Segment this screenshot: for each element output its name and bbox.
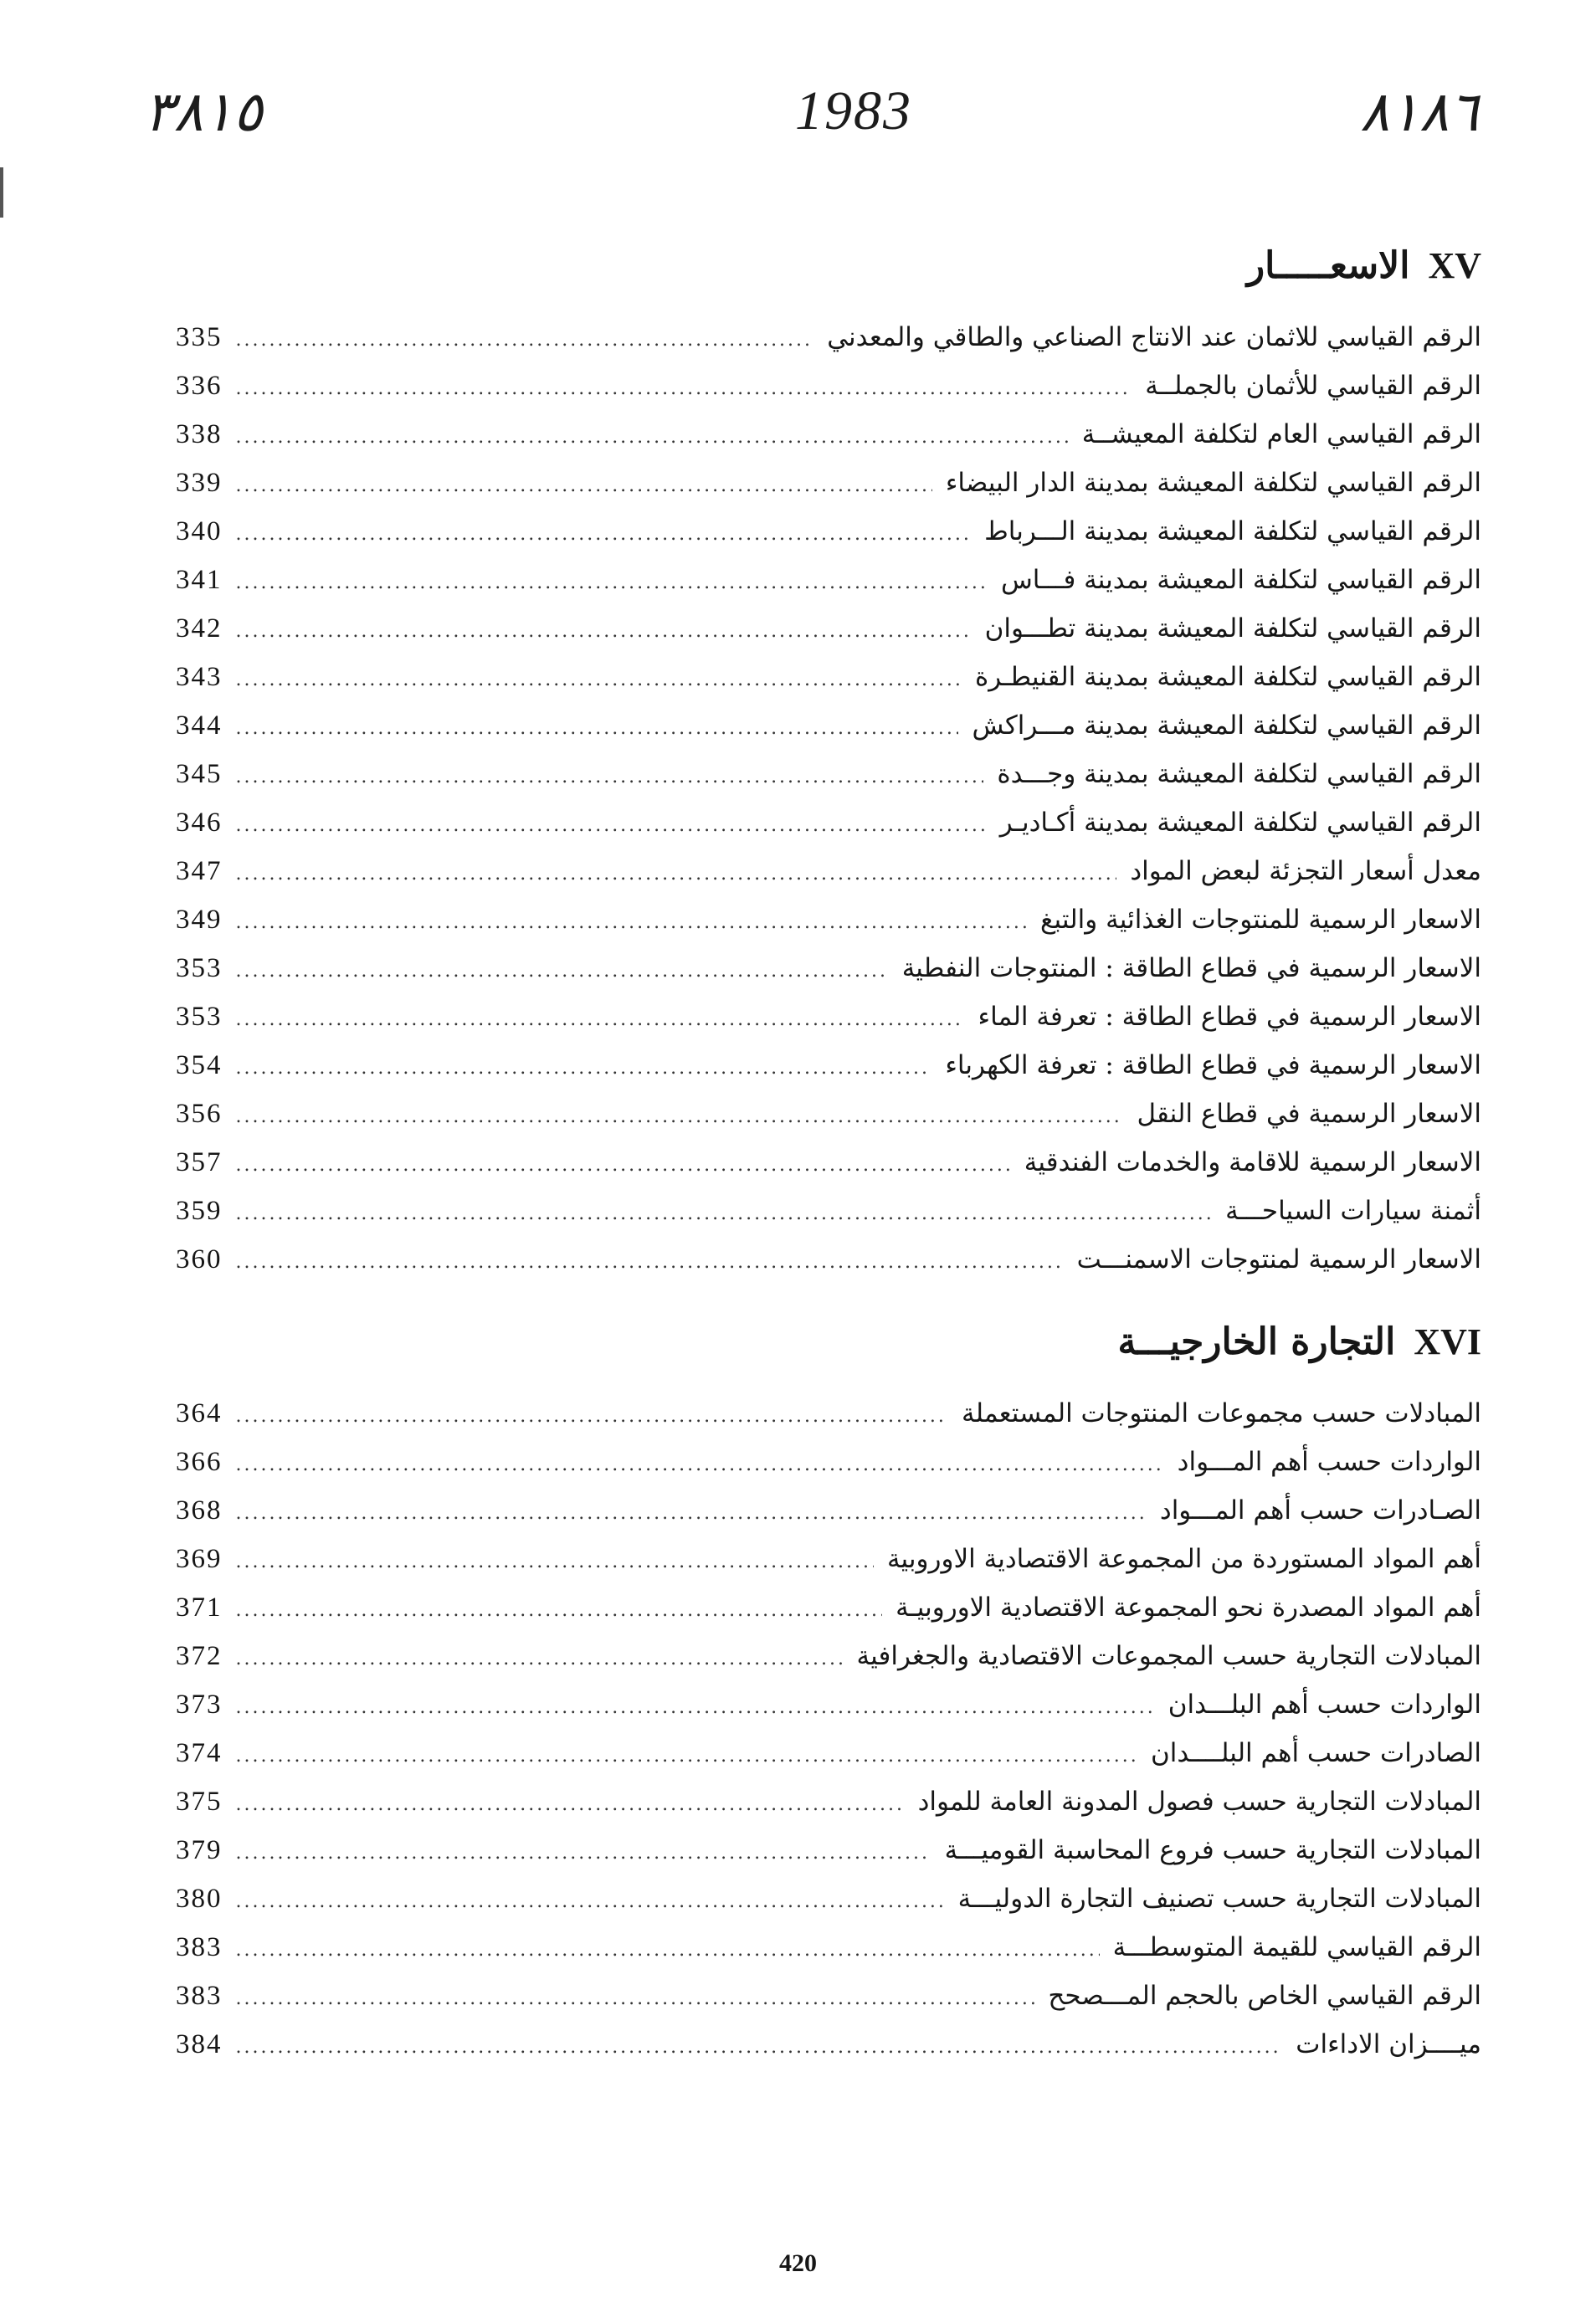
toc-entry: [176, 1235, 1481, 1284]
toc-entry-page: 341: [176, 565, 223, 595]
toc-entry: [176, 701, 1481, 750]
dot-leader: [236, 1490, 1147, 1538]
toc-entry: [176, 313, 1481, 362]
toc-entry: [176, 556, 1481, 604]
toc-entry-label: المبادلات التجارية حسب المجموعات الاقتصادية والجغرافية: [856, 1641, 1481, 1671]
dot-leader: [236, 462, 932, 510]
toc-entry-label: أهم المواد المستوردة من المجموعة الاقتصادية الاوروبية: [886, 1544, 1481, 1574]
toc-entry: [176, 1041, 1481, 1090]
dot-leader: [236, 1141, 1011, 1190]
toc-entry-page: 359: [176, 1196, 223, 1226]
toc-entry-page: 369: [176, 1544, 223, 1574]
toc-entry-page: 344: [176, 710, 223, 741]
toc-entry-label: ميــــزان الاداءات: [1296, 2029, 1481, 2059]
toc-entry-label: الرقم القياسي لتكلفة المعيشة بمدينة أكـاديـر: [999, 808, 1481, 838]
toc-entry: [176, 1438, 1481, 1486]
toc-entry-label: الرقم القياسي للاثمان عند الانتاج الصناعي والطاقي والمعدني: [827, 322, 1481, 352]
toc-entry-label: الاسعار الرسمية في قطاع الطاقة : تعرفة الكهرباء: [945, 1050, 1481, 1080]
toc-entry-page: 384: [176, 2029, 223, 2059]
toc-list: [176, 313, 1481, 1284]
section-number: XVI: [1414, 1321, 1481, 1362]
toc-entry: [176, 1138, 1481, 1187]
page-number: 420: [779, 2249, 817, 2277]
toc-entry: [176, 1090, 1481, 1138]
toc-entry-label: الرقم القياسي للقيمة المتوسطـــة: [1112, 1932, 1481, 1962]
toc-entry-page: 346: [176, 808, 223, 838]
dot-leader: [236, 1587, 883, 1635]
toc-entry-page: 354: [176, 1050, 223, 1080]
toc-entry-page: 338: [176, 419, 223, 449]
toc-entry: [176, 992, 1481, 1041]
dot-leader: [236, 413, 1069, 462]
dot-leader: [236, 947, 889, 996]
toc-entry-label: الرقم القياسي لتكلفة المعيشة بمدينة تطـــوان: [984, 613, 1481, 644]
dot-leader: [236, 1044, 932, 1093]
toc-entry-label: الواردات حسب أهم البلـــدان: [1167, 1690, 1481, 1720]
toc-entry-label: الرقم القياسي لتكلفة المعيشة بمدينة فـــاس: [1000, 565, 1481, 595]
dot-leader: [236, 1975, 1035, 2023]
toc-entry-label: الاسعار الرسمية في قطاع الطاقة : تعرفة الماء: [978, 1002, 1481, 1032]
toc-entry: [176, 653, 1481, 701]
toc-entry-label: الرقم القياسي للأثمان بالجملــة: [1145, 371, 1481, 401]
toc-entry-page: 360: [176, 1244, 223, 1274]
section-number: XV: [1428, 245, 1481, 286]
toc-entry: [176, 1680, 1481, 1729]
toc-entry: [176, 1632, 1481, 1680]
toc-entry: [176, 1583, 1481, 1632]
handwritten-year: 1983: [795, 80, 912, 141]
dot-leader: [236, 1926, 1100, 1975]
dot-leader: [236, 1732, 1137, 1781]
toc-entry-label: الاسعار الرسمية للاقامة والخدمات الفندقية: [1024, 1147, 1481, 1177]
toc-entry: [176, 1972, 1481, 2020]
toc-entry-page: 375: [176, 1787, 223, 1817]
toc-entry-page: 345: [176, 759, 223, 789]
toc-entry: [176, 1777, 1481, 1826]
dot-leader: [236, 705, 959, 753]
dot-leader: [236, 1392, 948, 1441]
toc-entry-label: الرقم القياسي لتكلفة المعيشة بمدينة القنيطـرة: [974, 662, 1481, 692]
dot-leader: [236, 1878, 945, 1926]
toc-entry-page: 374: [176, 1738, 223, 1768]
dot-leader: [236, 1829, 931, 1878]
toc-entry: [176, 895, 1481, 944]
dot-leader: [236, 802, 987, 850]
toc-entry-page: 343: [176, 662, 223, 692]
dot-leader: [236, 510, 972, 559]
toc-entry: [176, 1389, 1481, 1438]
section-heading: [176, 1312, 1481, 1372]
toc-entry-label: أثمنة سيارات السياحـــة: [1225, 1196, 1481, 1226]
toc-entry-page: 339: [176, 468, 223, 498]
toc-entry-label: المبادلات التجارية حسب فروع المحاسبة القوميـــة: [944, 1835, 1481, 1865]
toc-entry-label: الرقم القياسي لتكلفة المعيشة بمدينة مـــراكش: [972, 710, 1481, 741]
toc-entry: [176, 410, 1481, 459]
toc-entry: [176, 362, 1481, 410]
toc-entry-label: الاسعار الرسمية للمنتوجات الغذائية والتبغ: [1040, 905, 1481, 935]
toc-entry-page: 373: [176, 1690, 223, 1720]
toc-entry-page: 340: [176, 516, 223, 546]
toc-entry: [176, 1535, 1481, 1583]
toc-entry-page: 356: [176, 1099, 223, 1129]
dot-leader: [236, 1538, 874, 1587]
toc-entry: [176, 1486, 1481, 1535]
toc-entry-label: الاسعار الرسمية لمنتوجات الاسمنـــت: [1076, 1244, 1481, 1274]
toc-entry-label: الرقم القياسي لتكلفة المعيشة بمدينة وجـــدة: [997, 759, 1481, 789]
toc-entry-page: 368: [176, 1495, 223, 1526]
toc-entry-label: الرقم القياسي الخاص بالحجم المـــصحح: [1048, 1981, 1481, 2011]
toc-entry: [176, 2020, 1481, 2069]
toc-entry-page: 364: [176, 1398, 223, 1428]
toc-entry-label: الواردات حسب أهم المـــواد: [1177, 1447, 1481, 1477]
dot-leader: [236, 608, 972, 656]
toc-entry-page: 336: [176, 371, 223, 401]
toc-list: [176, 1389, 1481, 2069]
toc-entry: [176, 604, 1481, 653]
toc-entry-label: الصـادرات حسب أهم المـــواد: [1159, 1495, 1481, 1526]
toc-entry-label: أهم المواد المصدرة نحو المجموعة الاقتصادية الاوروبيـة: [896, 1592, 1481, 1623]
toc-entry-label: الرقم القياسي لتكلفة المعيشة بمدينة الدار البيضاء: [945, 468, 1481, 498]
toc-entry-page: 353: [176, 953, 223, 983]
dot-leader: [236, 365, 1132, 413]
toc-entry: [176, 459, 1481, 507]
toc-entry: [176, 1729, 1481, 1777]
toc-entry-page: 366: [176, 1447, 223, 1477]
dot-leader: [236, 1781, 905, 1829]
toc-entry-page: 379: [176, 1835, 223, 1865]
toc-entry-label: الاسعار الرسمية في قطاع الطاقة : المنتوجات النفطية: [901, 953, 1481, 983]
dot-leader: [236, 1441, 1164, 1490]
toc-entry-page: 357: [176, 1147, 223, 1177]
toc-entry-page: 335: [176, 322, 223, 352]
toc-entry-label: الرقم القياسي العام لتكلفة المعيشــة: [1081, 419, 1481, 449]
section-title: الاسعـــــار: [1246, 244, 1410, 287]
dot-leader: [236, 753, 984, 802]
toc-entry-page: 349: [176, 905, 223, 935]
handwritten-note-right: ٨١٨٦: [1360, 82, 1479, 143]
margin-mark: [0, 167, 3, 218]
section-title: التجارة الخارجيـــة: [1117, 1321, 1396, 1363]
toc-entry-label: الرقم القياسي لتكلفة المعيشة بمدينة الـــرباط: [984, 516, 1481, 546]
dot-leader: [236, 1238, 1064, 1287]
dot-leader: [236, 1635, 844, 1684]
toc-entry-page: 383: [176, 1981, 223, 2011]
toc-entry: [176, 798, 1481, 847]
toc-entry-page: 371: [176, 1592, 223, 1623]
section-prices: [176, 236, 1481, 1284]
toc-entry: [176, 944, 1481, 992]
toc-entry: [176, 507, 1481, 556]
dot-leader: [236, 656, 962, 705]
dot-leader: [236, 996, 965, 1044]
dot-leader: [236, 1190, 1213, 1238]
handwritten-note-left: ٣٨١٥: [144, 82, 263, 143]
toc-entry: [176, 750, 1481, 798]
toc-entry-label: الاسعار الرسمية في قطاع النقل: [1137, 1099, 1481, 1129]
toc-entry-page: 372: [176, 1641, 223, 1671]
toc-entry-label: المبادلات التجارية حسب فصول المدونة العامة للمواد: [917, 1787, 1481, 1817]
dot-leader: [236, 559, 988, 608]
toc-entry: [176, 1874, 1481, 1923]
toc-entry: [176, 1187, 1481, 1235]
toc-entry-page: 353: [176, 1002, 223, 1032]
dot-leader: [236, 316, 814, 365]
toc-entry: [176, 847, 1481, 895]
section-heading: [176, 236, 1481, 296]
section-foreign-trade: [176, 1312, 1481, 2069]
toc-entry: [176, 1923, 1481, 1972]
toc-entry-label: المبادلات التجارية حسب تصنيف التجارة الدوليـــة: [957, 1884, 1481, 1914]
dot-leader: [236, 850, 1117, 899]
toc-entry-label: المبادلات حسب مجموعات المنتوجات المستعملة: [961, 1398, 1481, 1428]
toc-entry-label: معدل أسعار التجزئة لبعض المواد: [1130, 856, 1481, 886]
toc-entry-page: 347: [176, 856, 223, 886]
dot-leader: [236, 1093, 1124, 1141]
toc-entry-page: 342: [176, 613, 223, 644]
toc-entry: [176, 1826, 1481, 1874]
dot-leader: [236, 1684, 1155, 1732]
toc-entry-label: الصادرات حسب أهم البلــــدان: [1150, 1738, 1481, 1768]
toc-entry-page: 383: [176, 1932, 223, 1962]
dot-leader: [236, 899, 1028, 947]
dot-leader: [236, 2023, 1283, 2072]
toc-entry-page: 380: [176, 1884, 223, 1914]
